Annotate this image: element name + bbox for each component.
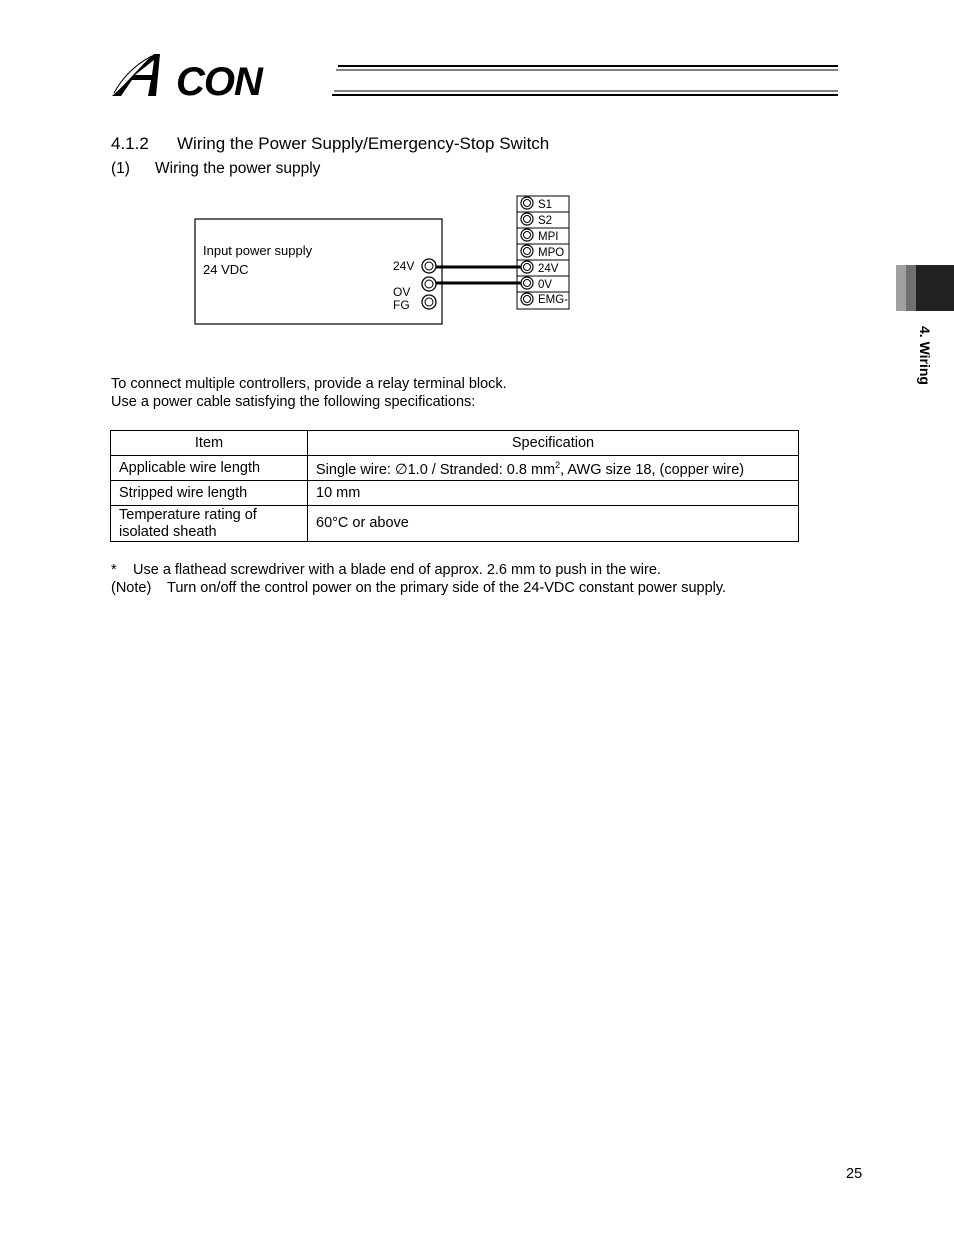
spec-text: , AWG size 18, (copper wire) — [560, 461, 745, 478]
item-text: Temperature rating of — [119, 506, 257, 523]
section-title: Wiring the Power Supply/Emergency-Stop Switch — [177, 134, 550, 153]
table-header-cell: Item — [111, 431, 308, 456]
connector-terminal-label: 0V — [538, 279, 553, 291]
table-cell-spec: 10 mm — [308, 481, 799, 506]
table-header-cell: Specification — [308, 431, 799, 456]
chapter-tab — [896, 265, 954, 311]
connector-screw-icon — [521, 229, 533, 241]
supply-label-line2: 24 VDC — [203, 262, 249, 277]
connector-screw-icon — [521, 261, 533, 273]
spec-superscript: 2 — [555, 460, 561, 471]
supply-terminal-label: OV — [393, 285, 411, 299]
table-cell-item — [111, 506, 308, 542]
note-marker: (Note) — [111, 580, 152, 596]
connector-terminal-label: 24V — [538, 263, 559, 275]
supply-terminal-label: 24V — [393, 259, 415, 273]
table-row — [111, 506, 799, 542]
table-cell-item: Applicable wire length — [111, 456, 308, 481]
item-text: isolated sheath — [119, 523, 217, 540]
subsection-title: Wiring the power supply — [155, 160, 321, 177]
connector-screw-icon — [521, 277, 533, 289]
spec-text: Single wire: ∅1.0 / Stranded: 0.8 mm — [316, 461, 556, 478]
table-row — [111, 481, 799, 506]
table-cell-spec — [308, 456, 799, 481]
svg-text:CON: CON — [176, 60, 262, 100]
connector-terminal-label: S2 — [538, 215, 553, 227]
section-number: 4.1.2 — [111, 134, 149, 153]
power-wiring-diagram — [190, 190, 580, 330]
table-row — [111, 456, 799, 481]
connector-terminal-label: MPO — [538, 247, 565, 259]
connector-terminal-label: EMG- — [538, 294, 569, 306]
table-header-row — [111, 431, 799, 456]
connector-screw-icon — [521, 293, 533, 305]
connector-terminal-label: MPI — [538, 231, 559, 243]
supply-terminal-screw-icon — [422, 259, 436, 273]
cable-spec-table — [110, 430, 799, 542]
footnote — [111, 580, 726, 596]
subsection-number: (1) — [111, 160, 130, 177]
body-paragraph: To connect multiple controllers, provide a relay terminal block. — [111, 376, 507, 392]
supply-terminal-label: FG — [393, 298, 410, 312]
supply-terminal-screw-icon — [422, 295, 436, 309]
note-text: Turn on/off the control power on the primary side of the 24-VDC constant power supply. — [167, 580, 727, 596]
body-paragraph: Use a power cable satisfying the following specifications: — [111, 394, 476, 410]
table-cell-item: Stripped wire length — [111, 481, 308, 506]
header-rule — [330, 64, 840, 98]
note-marker: * — [111, 562, 117, 578]
connector-screw-icon — [521, 213, 533, 225]
section-heading — [111, 134, 549, 154]
connector-terminal-label: S1 — [538, 199, 553, 211]
connector-screw-icon — [521, 197, 533, 209]
supply-terminal-screw-icon — [422, 277, 436, 291]
page-number: 25 — [846, 1166, 863, 1182]
subsection-heading — [111, 160, 320, 178]
acon-logo — [108, 50, 333, 100]
note-text: Use a flathead screwdriver with a blade end of approx. 2.6 mm to push in the wire. — [133, 562, 661, 578]
table-cell-spec: 60°C or above — [308, 506, 799, 542]
connector-screw-icon — [521, 245, 533, 257]
footnote — [111, 562, 661, 578]
chapter-label: 4. Wiring — [917, 326, 933, 385]
supply-label-line1: Input power supply — [203, 243, 313, 258]
